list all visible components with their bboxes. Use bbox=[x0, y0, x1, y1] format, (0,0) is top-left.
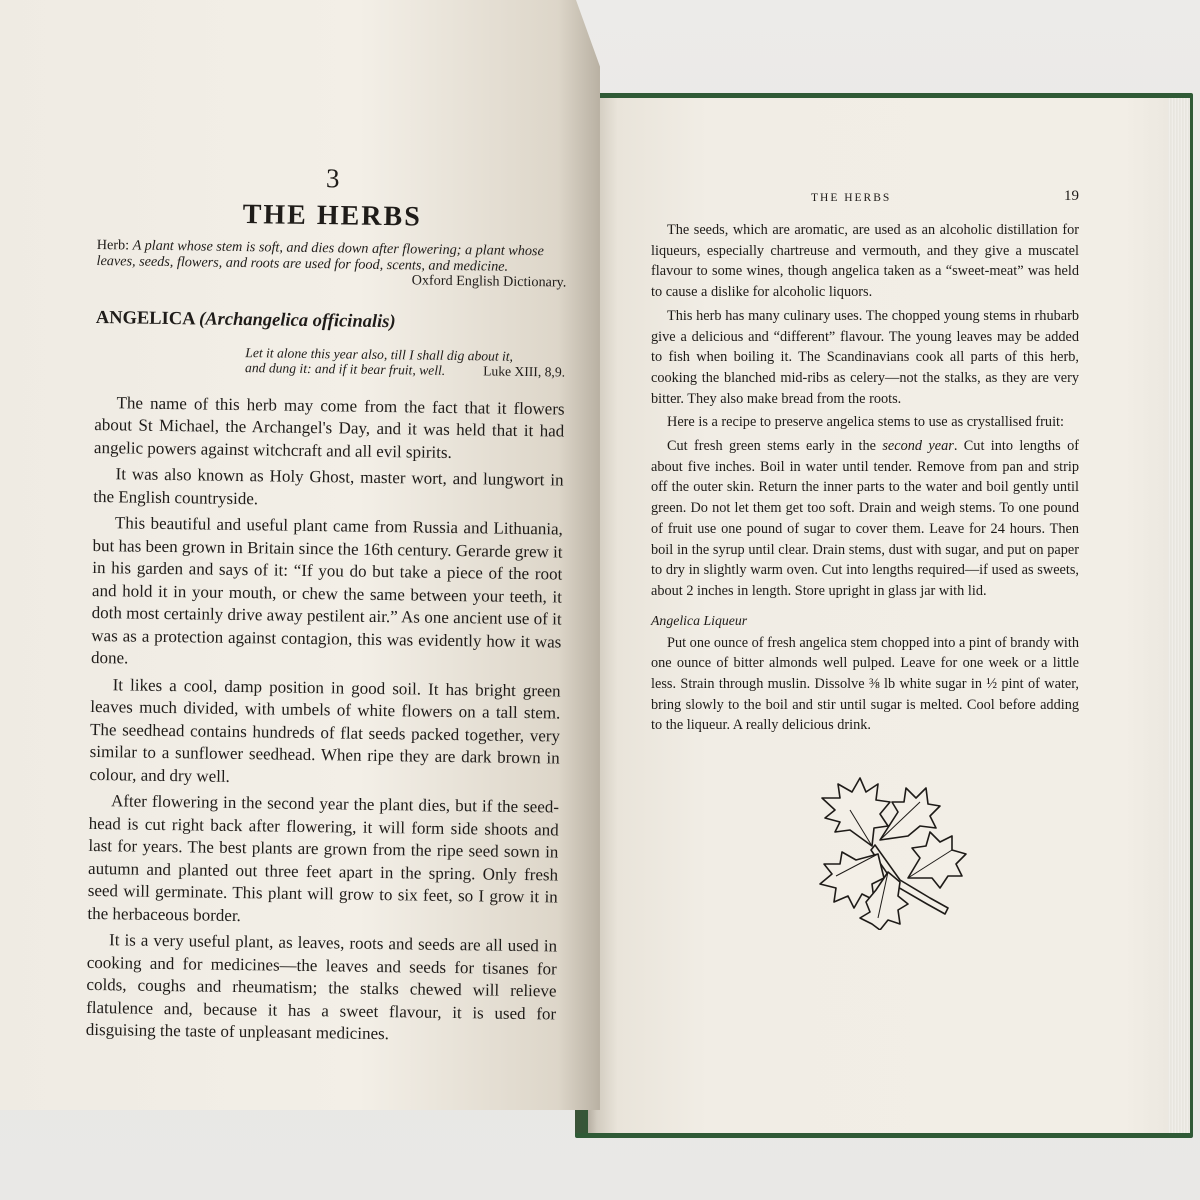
recipe-emphasis: second year bbox=[882, 438, 954, 455]
quote-line-1: Let it alone this year also, till I shall dig about it, bbox=[245, 344, 514, 364]
angelica-sprig-drawing-icon bbox=[780, 750, 980, 930]
recipe-text-start: Cut fresh green stems early in the bbox=[667, 438, 883, 455]
herb-heading bbox=[96, 306, 566, 335]
liqueur-subheading: Angelica Liqueur bbox=[651, 612, 748, 628]
right-paragraph: The seeds, which are aromatic, are used as an alcoholic distillation for liqueurs, especially chartreuse and vermouth, and they give a muscatel flavour to some wines, though angelica taken as a “sweet-meat” was held to cause a dislike for alcoholic liquors. bbox=[651, 222, 1079, 301]
herb-name: ANGELICA bbox=[95, 307, 195, 329]
chapter-title: THE HERBS bbox=[242, 199, 422, 233]
left-paragraph: This beautiful and useful plant came from Russia and Lithuania, but has been grown in Britain since the 16th century. Gerarde grew it in his garden and says of it: “If you do but take a piece of the root and hold it in your mouth, or chew the same between your teeth, it doth most certainly drive away pestilent air.” As one ancient use of it was as a protection against contagion, this was evidently how it was done. bbox=[90, 513, 564, 668]
left-paragraph: The name of this herb may come from the fact that it flowers about St Michael, the Archangel's Day, and it was held that it had angelic powers against witchcraft and all evil spirits. bbox=[93, 392, 565, 462]
definition-source: Oxford English Dictionary. bbox=[411, 272, 567, 291]
quote-reference: Luke XIII, 8,9. bbox=[483, 363, 566, 380]
left-paragraph: It is a very useful plant, as leaves, roots and seeds are all used in cooking and for medicines—the leaves and seeds for tisanes for colds, coughs and rheumatism; the stalks chewed will relieve flatulence and, because it has a sweet flavour, it is used for disguising the taste of unpleasant medicines. bbox=[85, 930, 558, 1044]
right-paragraph: This herb has many culinary uses. The chopped young stems in rhubarb give a delicious and “different” flavour. The young leaves may be added to fish when boiling it. The Scandinavians cook all parts of this herb, cooking the blanched mid-ribs as celery—not the stalks, as they are very bitter. They also make bread from the roots. bbox=[651, 307, 1079, 407]
definition-text: A plant whose stem is soft, and dies down after flowering; a plant whose leaves, seeds, flowers, and roots are used for food, scents, and medicine. bbox=[96, 237, 544, 275]
epigraph-quote bbox=[245, 345, 565, 380]
quote-line-2-text: and dung it: and if it bear fruit, well. bbox=[245, 360, 446, 378]
herb-latin-name: (Archangelica officinalis) bbox=[198, 308, 396, 332]
page-stack-edge bbox=[1168, 98, 1190, 1133]
right-page-text bbox=[651, 188, 1079, 739]
recipe-text-rest: . Cut into lengths of about five inches. Boil in water until tender. Remove from pan and strip off the outer skin. Return the inner parts to the water and boil gently until green. Do not let them get too soft. Drain and weigh stems. To one pound of fruit use one pound of sugar to cover them. Leave for 24 hours. Then boil in the syrup until clear. Drain stems, dust with sugar, and put on paper to dry in slightly warm oven. Cut into lengths required—if used as sweets, about 2 inches in length. Store upright in glass jar with lid. bbox=[651, 438, 1079, 599]
dictionary-definition bbox=[96, 238, 566, 276]
quote-line-2 bbox=[245, 360, 565, 380]
definition-term: Herb: bbox=[96, 236, 130, 254]
left-paragraph: It was also known as Holy Ghost, master wort, and lungwort in the English countryside. bbox=[93, 464, 564, 508]
running-head-title: THE HERBS bbox=[811, 192, 892, 204]
page-number: 19 bbox=[1064, 188, 1079, 204]
right-paragraph: Here is a recipe to preserve angelica stems to use as crystallised fruit: bbox=[667, 414, 1064, 431]
left-paragraph: It likes a cool, damp position in good soil. It has bright green leaves much divided, with umbels of white flowers on a tall stem. The seedhead contains hundreds of flat seeds packed together, very similar to a sunflower seedhead. When ripe they are dark brown in colour, and dry well. bbox=[89, 674, 561, 786]
left-page-text bbox=[86, 160, 568, 1052]
running-header bbox=[651, 188, 1079, 212]
liqueur-paragraph: Put one ounce of fresh angelica stem chopped into a pint of brandy with one ounce of bitter almonds well pulped. Leave for one week or a little less. Strain through muslin. Dissolve ⅜ lb white sugar in ½ pint of water, bring slowly to the boil and stir until sugar is melted. Cool before adding to the liqueur. A really delicious drink. bbox=[651, 634, 1079, 734]
recipe-paragraph bbox=[651, 436, 1079, 602]
chapter-number: 3 bbox=[325, 163, 340, 194]
left-paragraph: After flowering in the second year the plant dies, but if the seed-head is cut right back after flowering, it will form side shoots and last for years. The best plants are grown from the ripe seed sown in autumn and planted out three feet apart in the spring. Only fresh seed will germinate. This plant will grow to six feet, so I grow it in the herbaceous border. bbox=[87, 791, 560, 925]
